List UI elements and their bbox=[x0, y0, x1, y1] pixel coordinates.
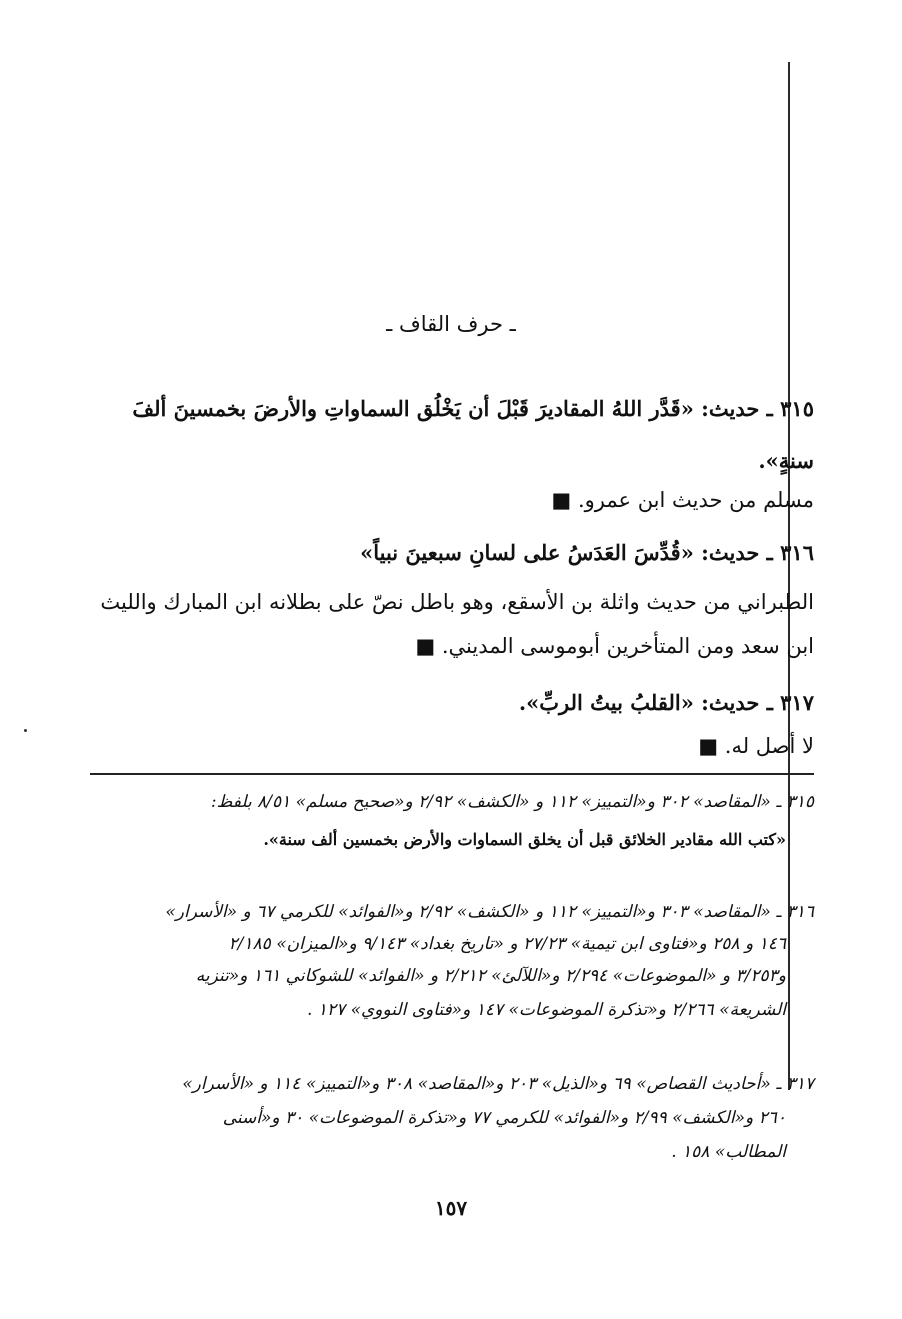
hadith-317-ruling: لا أصل له. ■ bbox=[698, 734, 814, 758]
margin-dot bbox=[24, 729, 27, 732]
hadith-316-line1: ٣١٦ ـ حديث: «قُدِّسَ العَدَسُ على لسانِ سبعينَ نبياً» bbox=[360, 540, 814, 565]
margin-rule bbox=[788, 62, 790, 1090]
footnote-316-line3: و٣/٢٥٣ و «الموضوعات» ٢/٢٩٤ و«اللآلئ» ٢/٢١٢ و «الفوائد» للشوكاني ١٦١ و«تنزيه bbox=[195, 966, 786, 986]
footnote-315-line1: ٣١٥ ـ «المقاصد» ٣٠٢ و«التمييز» ١١٢ و «الكشف» ٢/٩٢ و«صحيح مسلم» ٨/٥١ بلفظ: bbox=[210, 792, 814, 812]
hadith-316-ruling-line2: ابن سعد ومن المتأخرين أبوموسى المديني. ■ bbox=[415, 634, 814, 658]
hadith-315-line2: سنةٍ». bbox=[758, 448, 814, 473]
footnote-316-line4: الشريعة» ٢/٢٦٦ و«تذكرة الموضوعات» ١٤٧ و«فتاوى النووي» ١٢٧ . bbox=[306, 1000, 786, 1020]
hadith-315-line1: ٣١٥ ـ حديث: «قَدَّر اللهُ المقاديرَ قَبْلَ أن يَخْلُق السماواتِ والأرضَ بخمسينَ ألفَ bbox=[132, 396, 814, 421]
section-heading: ـ حرف القاف ـ bbox=[386, 312, 516, 336]
footnote-317-line1: ٣١٧ ـ «أحاديث القصاص» ٦٩ و«الذيل» ٢٠٣ و«المقاصد» ٣٠٨ و«التمييز» ١١٤ و «الأسرار» bbox=[182, 1074, 814, 1094]
footnote-315-line2: «كتب الله مقادير الخلائق قبل أن يخلق السماوات والأرض بخمسين ألف سنة». bbox=[263, 830, 786, 849]
page-number: ١٥٧ bbox=[434, 1196, 468, 1220]
footnote-separator bbox=[90, 773, 814, 775]
footnote-317-line2: ٢٦٠ و«الكشف» ٢/٩٩ و«الفوائد» للكرمي ٧٧ و«تذكرة الموضوعات» ٣٠ و«أسنى bbox=[222, 1108, 786, 1128]
hadith-315-ruling: مسلم من حديث ابن عمرو. ■ bbox=[551, 488, 814, 512]
hadith-316-ruling-line1: الطبراني من حديث واثلة بن الأسقع، وهو باطل نصّ على بطلانه ابن المبارك والليث bbox=[100, 590, 814, 614]
footnote-316-line1: ٣١٦ ـ «المقاصد» ٣٠٣ و«التمييز» ١١٢ و «الكشف» ٢/٩٢ و«الفوائد» للكرمي ٦٧ و «الأسرار» bbox=[165, 902, 814, 922]
footnote-317-line3: المطالب» ١٥٨ . bbox=[671, 1142, 786, 1162]
hadith-317-line1: ٣١٧ ـ حديث: «القلبُ بيتُ الربِّ». bbox=[518, 690, 814, 715]
footnote-316-line2: ١٤٦ و ٢٥٨ و«فتاوى ابن تيمية» ٢٧/٢٣ و «تاريخ بغداد» ٩/١٤٣ و«الميزان» ٢/١٨٥ bbox=[228, 934, 786, 954]
